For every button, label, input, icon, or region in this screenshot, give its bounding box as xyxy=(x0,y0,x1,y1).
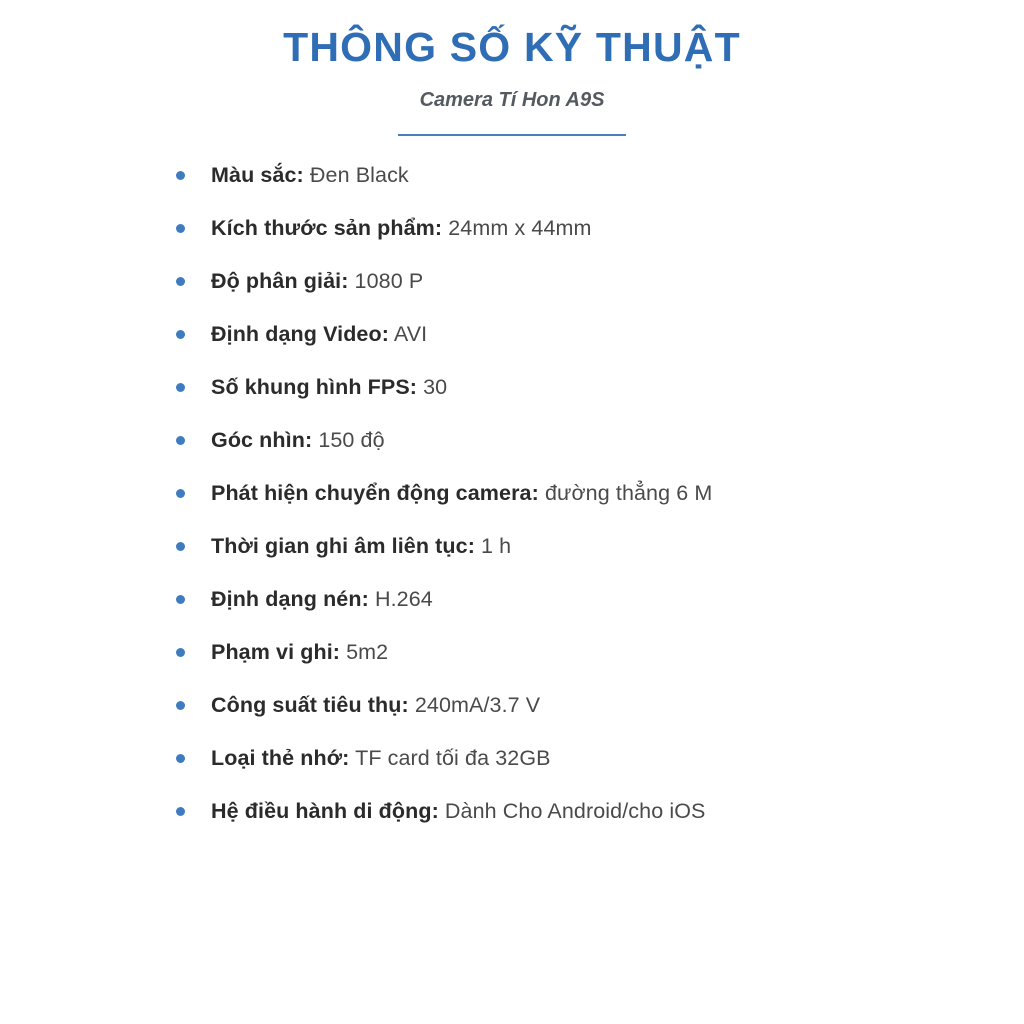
spec-label: Phát hiện chuyển động camera: xyxy=(211,480,539,505)
list-item xyxy=(176,374,984,402)
bullet-icon xyxy=(176,330,185,339)
list-item xyxy=(176,639,984,667)
bullet-icon xyxy=(176,277,185,286)
spec-label: Thời gian ghi âm liên tục: xyxy=(211,533,475,558)
spec-text xyxy=(211,215,592,243)
spec-text xyxy=(211,745,551,773)
page-title: THÔNG SỐ KỸ THUẬT xyxy=(283,24,741,70)
spec-text xyxy=(211,480,712,508)
spec-value: 1 h xyxy=(481,533,512,558)
spec-text xyxy=(211,162,409,190)
spec-value: 240mA/3.7 V xyxy=(414,692,541,717)
bullet-icon xyxy=(176,383,185,392)
list-item xyxy=(176,162,984,190)
bullet-icon xyxy=(176,171,185,180)
spec-label: Công suất tiêu thụ: xyxy=(211,692,409,717)
spec-text xyxy=(211,798,705,826)
bullet-icon xyxy=(176,542,185,551)
spec-value: 24mm x 44mm xyxy=(448,216,592,241)
spec-value: 30 xyxy=(423,375,448,399)
list-item xyxy=(176,692,984,720)
spec-value: 5m2 xyxy=(346,639,389,664)
spec-label: Hệ điều hành di động: xyxy=(211,798,439,823)
spec-text xyxy=(211,533,511,561)
spec-text xyxy=(211,268,423,296)
bullet-icon xyxy=(176,807,185,816)
list-item xyxy=(176,745,984,773)
spec-value: AVI xyxy=(393,322,428,347)
bullet-icon xyxy=(176,436,185,445)
list-item xyxy=(176,586,984,614)
list-item xyxy=(176,798,984,826)
spec-label: Số khung hình FPS: xyxy=(211,375,418,399)
spec-value: 1080 P xyxy=(354,269,424,294)
spec-label: Định dạng nén: xyxy=(211,586,369,611)
spec-text xyxy=(211,374,447,402)
bullet-icon xyxy=(176,754,185,763)
spec-text xyxy=(211,639,388,667)
specification-list xyxy=(0,162,1024,850)
list-item xyxy=(176,321,984,349)
spec-value: đường thẳng 6 M xyxy=(544,480,713,505)
spec-value: Đen Black xyxy=(309,163,409,188)
spec-text xyxy=(211,427,385,455)
product-subtitle: Camera Tí Hon A9S xyxy=(419,89,605,112)
spec-label: Kích thước sản phẩm: xyxy=(211,216,443,241)
spec-text xyxy=(211,321,427,349)
spec-value: Dành Cho Android/cho iOS xyxy=(444,798,706,823)
spec-value: 150 độ xyxy=(318,427,385,452)
spec-label: Loại thẻ nhớ: xyxy=(211,745,350,770)
spec-value: H.264 xyxy=(374,586,433,611)
list-item xyxy=(176,480,984,508)
spec-value: TF card tối đa 32GB xyxy=(355,745,551,770)
spec-label: Phạm vi ghi: xyxy=(211,639,341,664)
bullet-icon xyxy=(176,224,185,233)
list-item xyxy=(176,215,984,243)
spec-label: Độ phân giải: xyxy=(211,269,349,294)
bullet-icon xyxy=(176,648,185,657)
title-divider xyxy=(398,134,626,136)
list-item xyxy=(176,268,984,296)
spec-text xyxy=(211,692,540,720)
bullet-icon xyxy=(176,595,185,604)
bullet-icon xyxy=(176,489,185,498)
spec-label: Màu sắc: xyxy=(211,163,304,188)
spec-text xyxy=(211,586,433,614)
spec-label: Định dạng Video: xyxy=(211,322,389,347)
spec-label: Góc nhìn: xyxy=(211,427,313,452)
bullet-icon xyxy=(176,701,185,710)
list-item xyxy=(176,533,984,561)
list-item xyxy=(176,427,984,455)
